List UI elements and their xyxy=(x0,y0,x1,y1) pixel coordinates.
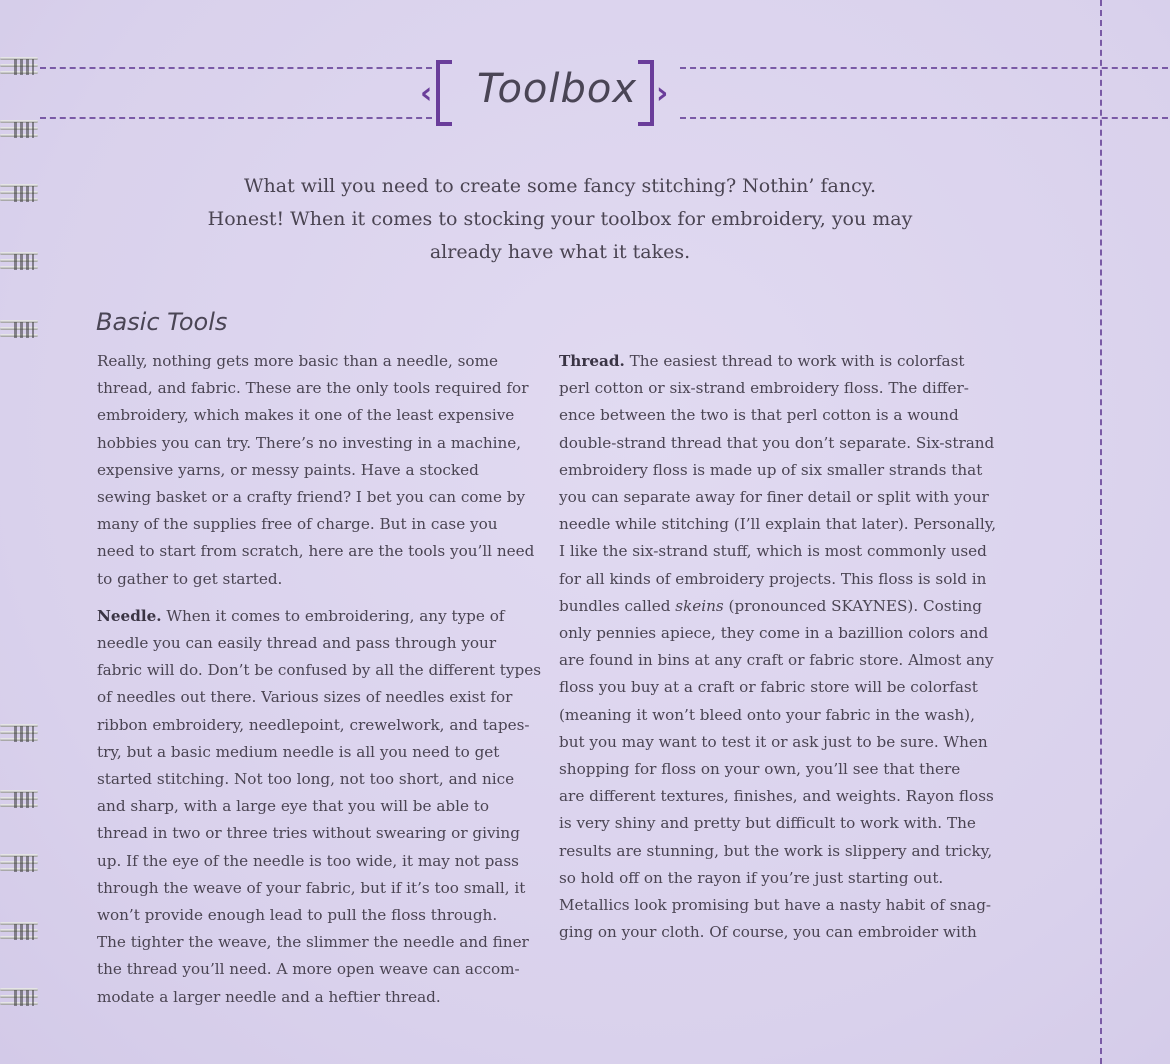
text-line: shopping for floss on your own, you’ll see that there xyxy=(559,760,961,779)
binding-coil xyxy=(0,182,40,204)
binding-coil xyxy=(0,55,40,77)
text-line: and sharp, with a large eye that you will be able to xyxy=(97,797,490,816)
binding-coil xyxy=(0,722,40,744)
intro-paragraph xyxy=(150,170,970,269)
left-stitch-mark-icon: ‹ xyxy=(420,76,433,111)
text-fragment: When it comes to embroidering, any type of xyxy=(161,606,505,625)
text-line: results are stunning, but the work is slippery and tricky, xyxy=(559,841,993,860)
text-line: need to start from scratch, here are the tools you’ll need xyxy=(97,542,535,561)
right-bracket-icon xyxy=(638,60,654,126)
text-line: up. If the eye of the needle is too wide, it may not pass xyxy=(97,851,519,870)
left-bracket-icon xyxy=(436,60,452,126)
page-title: Toolbox xyxy=(476,66,638,112)
text-line: started stitching. Not too long, not too short, and nice xyxy=(97,770,515,789)
text-line: the thread you’ll need. A more open weave can accom- xyxy=(97,960,520,979)
text-line: you can separate away for finer detail or split with your xyxy=(559,488,989,507)
text-line: (meaning it won’t bleed onto your fabric in the wash), xyxy=(559,705,975,724)
text-line: ence between the two is that perl cotton is a wound xyxy=(559,406,959,425)
intro-line: Honest! When it comes to stocking your toolbox for embroidery, you may xyxy=(207,208,913,230)
text-line xyxy=(559,348,1004,375)
text-line: try, but a basic medium needle is all you need to get xyxy=(97,742,500,761)
text-line: ging on your cloth. Of course, you can embroider with xyxy=(559,923,977,942)
text-line: perl cotton or six-strand embroidery floss. The differ- xyxy=(559,379,969,398)
text-line: sewing basket or a crafty friend? I bet you can come by xyxy=(97,488,526,507)
text-line: so hold off on the rayon if you’re just starting out. xyxy=(559,868,944,887)
binding-coil xyxy=(0,788,40,810)
text-line: for all kinds of embroidery projects. This floss is sold in xyxy=(559,569,987,588)
text-line: I like the six-strand stuff, which is most commonly used xyxy=(559,542,987,561)
bottom-dashed-line-left xyxy=(40,117,432,119)
text-line: expensive yarns, or messy paints. Have a stocked xyxy=(97,460,479,479)
right-dashed-margin-line xyxy=(1100,0,1102,1064)
text-line xyxy=(559,593,1004,620)
intro-tools-paragraph xyxy=(97,348,542,593)
right-column xyxy=(559,348,1004,946)
text-line: are found in bins at any craft or fabric store. Almost any xyxy=(559,651,994,670)
text-line: won’t provide enough lead to pull the floss through. xyxy=(97,906,498,925)
text-line: thread, and fabric. These are the only tools required for xyxy=(97,379,529,398)
text-line: is very shiny and pretty but difficult to work with. The xyxy=(559,814,976,833)
left-column xyxy=(97,348,542,1011)
text-line: through the weave of your fabric, but if it’s too small, it xyxy=(97,878,526,897)
binding-coil xyxy=(0,920,40,942)
thread-lead: Thread. xyxy=(559,352,625,370)
text-line: ribbon embroidery, needlepoint, crewelwork, and tapes- xyxy=(97,715,530,734)
text-fragment: bundles called xyxy=(559,596,676,615)
text-fragment: The easiest thread to work with is colorfast xyxy=(624,352,965,370)
intro-line: already have what it takes. xyxy=(429,241,691,263)
text-line: thread in two or three tries without swearing or giving xyxy=(97,824,520,843)
text-line: fabric will do. Don’t be confused by all the different types xyxy=(97,661,541,680)
text-line: The tighter the weave, the slimmer the needle and finer xyxy=(97,933,529,952)
text-line: only pennies apiece, they come in a bazillion colors and xyxy=(559,624,989,643)
bottom-dashed-line-right xyxy=(680,117,1168,119)
text-line: needle you can easily thread and pass through your xyxy=(97,634,497,653)
intro-line: What will you need to create some fancy stitching? Nothin’ fancy. xyxy=(243,175,876,197)
text-line: are different textures, finishes, and weights. Rayon floss xyxy=(559,787,994,806)
top-dashed-line-left xyxy=(40,67,432,69)
title-block xyxy=(420,58,690,128)
text-line: needle while stitching (I’ll explain that later). Personally, xyxy=(559,515,997,534)
skeins-term: skeins xyxy=(675,596,724,615)
text-line: many of the supplies free of charge. But in case you xyxy=(97,515,498,534)
binding-coil xyxy=(0,986,40,1008)
text-line: Metallics look promising but have a nasty habit of snag- xyxy=(559,896,992,915)
text-line: Really, nothing gets more basic than a needle, some xyxy=(97,352,498,370)
top-dashed-line-right xyxy=(680,67,1168,69)
thread-paragraph xyxy=(559,348,1004,946)
text-line: but you may want to test it or ask just to be sure. When xyxy=(559,732,988,751)
text-line: hobbies you can try. There’s no investing in a machine, xyxy=(97,433,522,452)
needle-lead: Needle. xyxy=(97,606,162,625)
text-line: modate a larger needle and a heftier thread. xyxy=(97,987,441,1006)
binding-coil xyxy=(0,250,40,272)
text-line: to gather to get started. xyxy=(97,569,283,588)
text-line xyxy=(97,603,542,630)
text-line: of needles out there. Various sizes of needles exist for xyxy=(97,688,513,707)
text-line: floss you buy at a craft or fabric store will be colorfast xyxy=(559,678,978,697)
text-line: embroidery, which makes it one of the least expensive xyxy=(97,406,515,425)
binding-coil xyxy=(0,852,40,874)
right-stitch-mark-icon: › xyxy=(656,76,669,111)
binding-coil xyxy=(0,318,40,340)
text-line: embroidery floss is made up of six smaller strands that xyxy=(559,460,983,479)
text-fragment: (pronounced SKAYNES). Costing xyxy=(723,596,983,615)
binding-coil xyxy=(0,118,40,140)
needle-paragraph xyxy=(97,603,542,1011)
text-line: double-strand thread that you don’t separate. Six-strand xyxy=(559,433,995,452)
section-heading: Basic Tools xyxy=(96,308,228,336)
